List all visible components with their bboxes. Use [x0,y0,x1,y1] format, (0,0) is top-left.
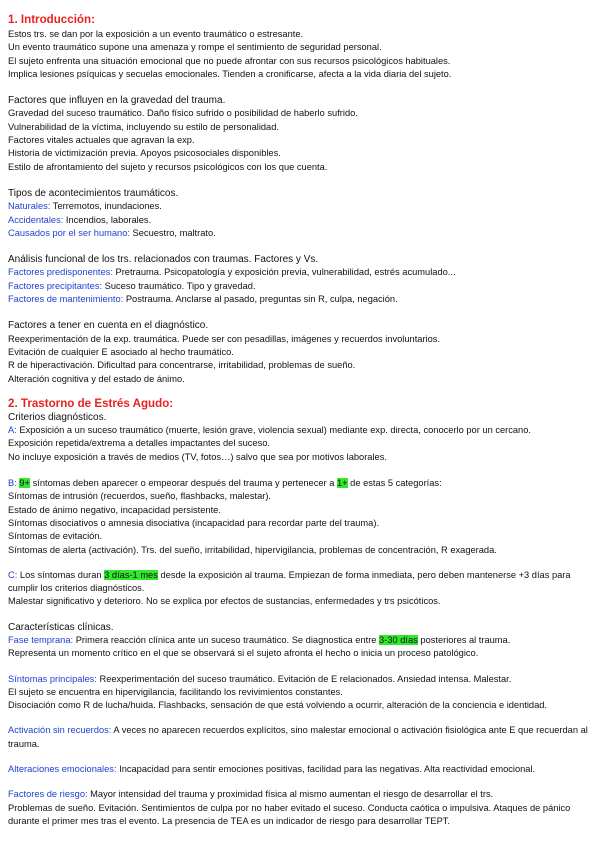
clinical-label: Alteraciones emocionales: [8,764,117,775]
paragraph-line: Implica lesiones psíquicas y secuelas emocionales. Tienden a cronificarse, afecta a la vida diaria del sujeto. [8,68,452,79]
paragraph-line: Síntomas disociativos o amnesia disociativa (incapacidad para recordar parte del trauma). [8,517,380,528]
criterion-a [8,424,596,437]
paragraph-line: Alteración cognitiva y del estado de ánimo. [8,373,185,384]
criterion-text: síntomas deben aparecer o empeorar después del trauma y pertenecer a [30,478,337,489]
subheading-diagnostico: Factores a tener en cuenta en el diagnóstico. [8,320,209,332]
paragraph-line: No incluye exposición a través de medios (TV, fotos…) salvo que sea por motivos laborales. [8,451,387,462]
analysis-text: Postrauma. Anclarse al pasado, preguntas sin R, culpa, negación. [123,294,398,305]
criterion-text: de estas 5 categorías: [347,478,442,489]
analysis-item [8,266,596,279]
type-label: Naturales: [8,201,51,212]
subheading-caracteristicas: Características clínicas. [8,621,114,633]
criterion-label: C: [8,569,18,580]
criterion-label: A: [8,425,17,436]
paragraph-line: R de hiperactivación. Dificultad para concentrarse, irritabilidad, problemas de sueño. [8,360,356,371]
analysis-text: Suceso traumático. Tipo y gravedad. [102,280,256,291]
clinical-risk [8,788,596,801]
criterion-text: desde la exposición al trauma. Empiezan de forma inmediata, pero deben mantenerse +3 días para cumplir los criterios diagnósticos. [8,569,571,594]
clinical-label: Fase temprana: [8,634,74,645]
analysis-label: Factores precipitantes: [8,280,103,291]
paragraph-line: El sujeto se encuentra en hipervigilancia, facilitando los revivimientos constantes. [8,686,343,697]
paragraph-line: Estilo de afrontamiento del sujeto y recursos psicológicos con los que cuenta. [8,161,328,172]
subheading-tipos: Tipos de acontecimientos traumáticos. [8,187,179,199]
type-label: Causados por el ser humano: [8,227,130,238]
clinical-label: Síntomas principales: [8,673,97,684]
criterion-c [8,569,596,596]
criterion-text: Los síntomas duran [17,569,105,580]
analysis-item [8,280,596,293]
paragraph-line: Factores vitales actuales que agravan la exp. [8,135,195,146]
criterion-label: B: [8,478,17,489]
clinical-label: Activación sin recuerdos: [8,725,112,736]
analysis-item [8,293,596,306]
paragraph-line: Gravedad del suceso traumático. Daño físico sufrido o posibilidad de haberlo sufrido. [8,108,358,119]
highlight: 9+ [19,478,30,489]
analysis-label: Factores de mantenimiento: [8,294,124,305]
type-item [8,214,596,227]
highlight: 3 días-1 mes [104,569,158,580]
highlight: 3-30 días [379,634,418,645]
paragraph-line: Síntomas de alerta (activación). Trs. del sueño, irritabilidad, hipervigilancia, problemas de concentración, R exagerada. [8,544,497,555]
paragraph-line: Disociación como R de lucha/huida. Flashbacks, sensación de que está volviendo a ocurrir, alteración de la conciencia e identidad. [8,700,548,711]
type-item [8,200,596,213]
paragraph-line: Estado de ánimo negativo, incapacidad persistente. [8,504,221,515]
subheading-factores-gravedad: Factores que influyen en la gravedad del trauma. [8,95,226,107]
paragraph-line: Problemas de sueño. Evitación. Sentimientos de culpa por no haber evitado el suceso. Conducta caótica o impulsiva. Ataques de pánico durante el primer mes tras el evento. La presencia de TEA es un indicador de riesgo para desarrollar TEPT. [8,802,571,826]
type-text: Incendios, laborales. [63,214,152,225]
type-text: Secuestro, maltrato. [129,227,216,238]
paragraph-line: Representa un momento crítico en el que se observará si el sujeto afronta el hecho o inicia un proceso patológico. [8,648,479,659]
clinical-text: Incapacidad para sentir emociones positivas, facilidad para las negativas. Alta reactividad emocional. [116,764,536,775]
criterion-text: Exposición a un suceso traumático (muerte, lesión grave, violencia sexual) mediante exp. directa, conocerlo por un cercano. [16,425,531,436]
section-title-introduccion: 1. Introducción: [8,13,95,26]
clinical-text: Mayor intensidad del trauma y proximidad física al mismo aumentan el riesgo de desarrollar el trs. [87,789,494,800]
clinical-text: A veces no aparecen recuerdos explícitos, sino malestar emocional o activación fisiológica ante E que recuerdan al trauma. [8,725,588,749]
type-label: Accidentales: [8,214,64,225]
paragraph-line: Estos trs. se dan por la exposición a un evento traumático o estresante. [8,29,304,39]
paragraph-line: Reexperimentación de la exp. traumática. Puede ser con pesadillas, imágenes y recuerdos involuntarios. [8,333,441,344]
paragraph-line: Síntomas de intrusión (recuerdos, sueño, flashbacks, malestar). [8,491,272,502]
analysis-label: Factores predisponentes: [8,267,113,278]
paragraph-line: Exposición repetida/extrema a detalles impactantes del suceso. [8,438,271,449]
clinical-text: posteriores al trauma. [417,634,511,645]
paragraph-line: El sujeto enfrenta una situación emocional que no puede afrontar con sus recursos psicológicos habituales. [8,55,451,66]
clinical-emotional [8,763,596,776]
type-text: Terremotos, inundaciones. [50,201,162,212]
clinical-early [8,634,596,647]
paragraph-line: Historia de victimización previa. Apoyos psicosociales disponibles. [8,148,281,159]
section-title-tea: 2. Trastorno de Estrés Agudo: [8,396,174,410]
clinical-text: Reexperimentación del suceso traumático. Evitación de E relacionados. Ansiedad intensa. Malestar. [96,673,512,684]
clinical-label: Factores de riesgo: [8,789,88,800]
subheading-analisis: Análisis funcional de los trs. relacionados con traumas. Factores y Vs. [8,254,319,266]
paragraph-line: Vulnerabilidad de la víctima, incluyendo su estilo de personalidad. [8,121,279,132]
clinical-main [8,673,596,686]
subheading-criterios: Criterios diagnósticos. [8,411,107,423]
highlight: 1+ [336,478,348,489]
paragraph-line: Síntomas de evitación. [8,531,103,542]
clinical-activation [8,724,596,751]
paragraph-line: Un evento traumático supone una amenaza y rompe el sentimiento de seguridad personal. [8,42,382,53]
clinical-text: Primera reacción clínica ante un suceso traumático. Se diagnostica entre [73,634,380,645]
analysis-text: Pretrauma. Psicopatología y exposición previa, vulnerabilidad, estrés acumulado... [112,267,456,278]
criterion-b [8,477,596,490]
paragraph-line: Evitación de cualquier E asociado al hecho traumático. [8,346,234,357]
type-item [8,227,596,240]
paragraph-line: Malestar significativo y deterioro. No se explica por efectos de sustancias, enfermedades y trs psicóticos. [8,596,441,607]
